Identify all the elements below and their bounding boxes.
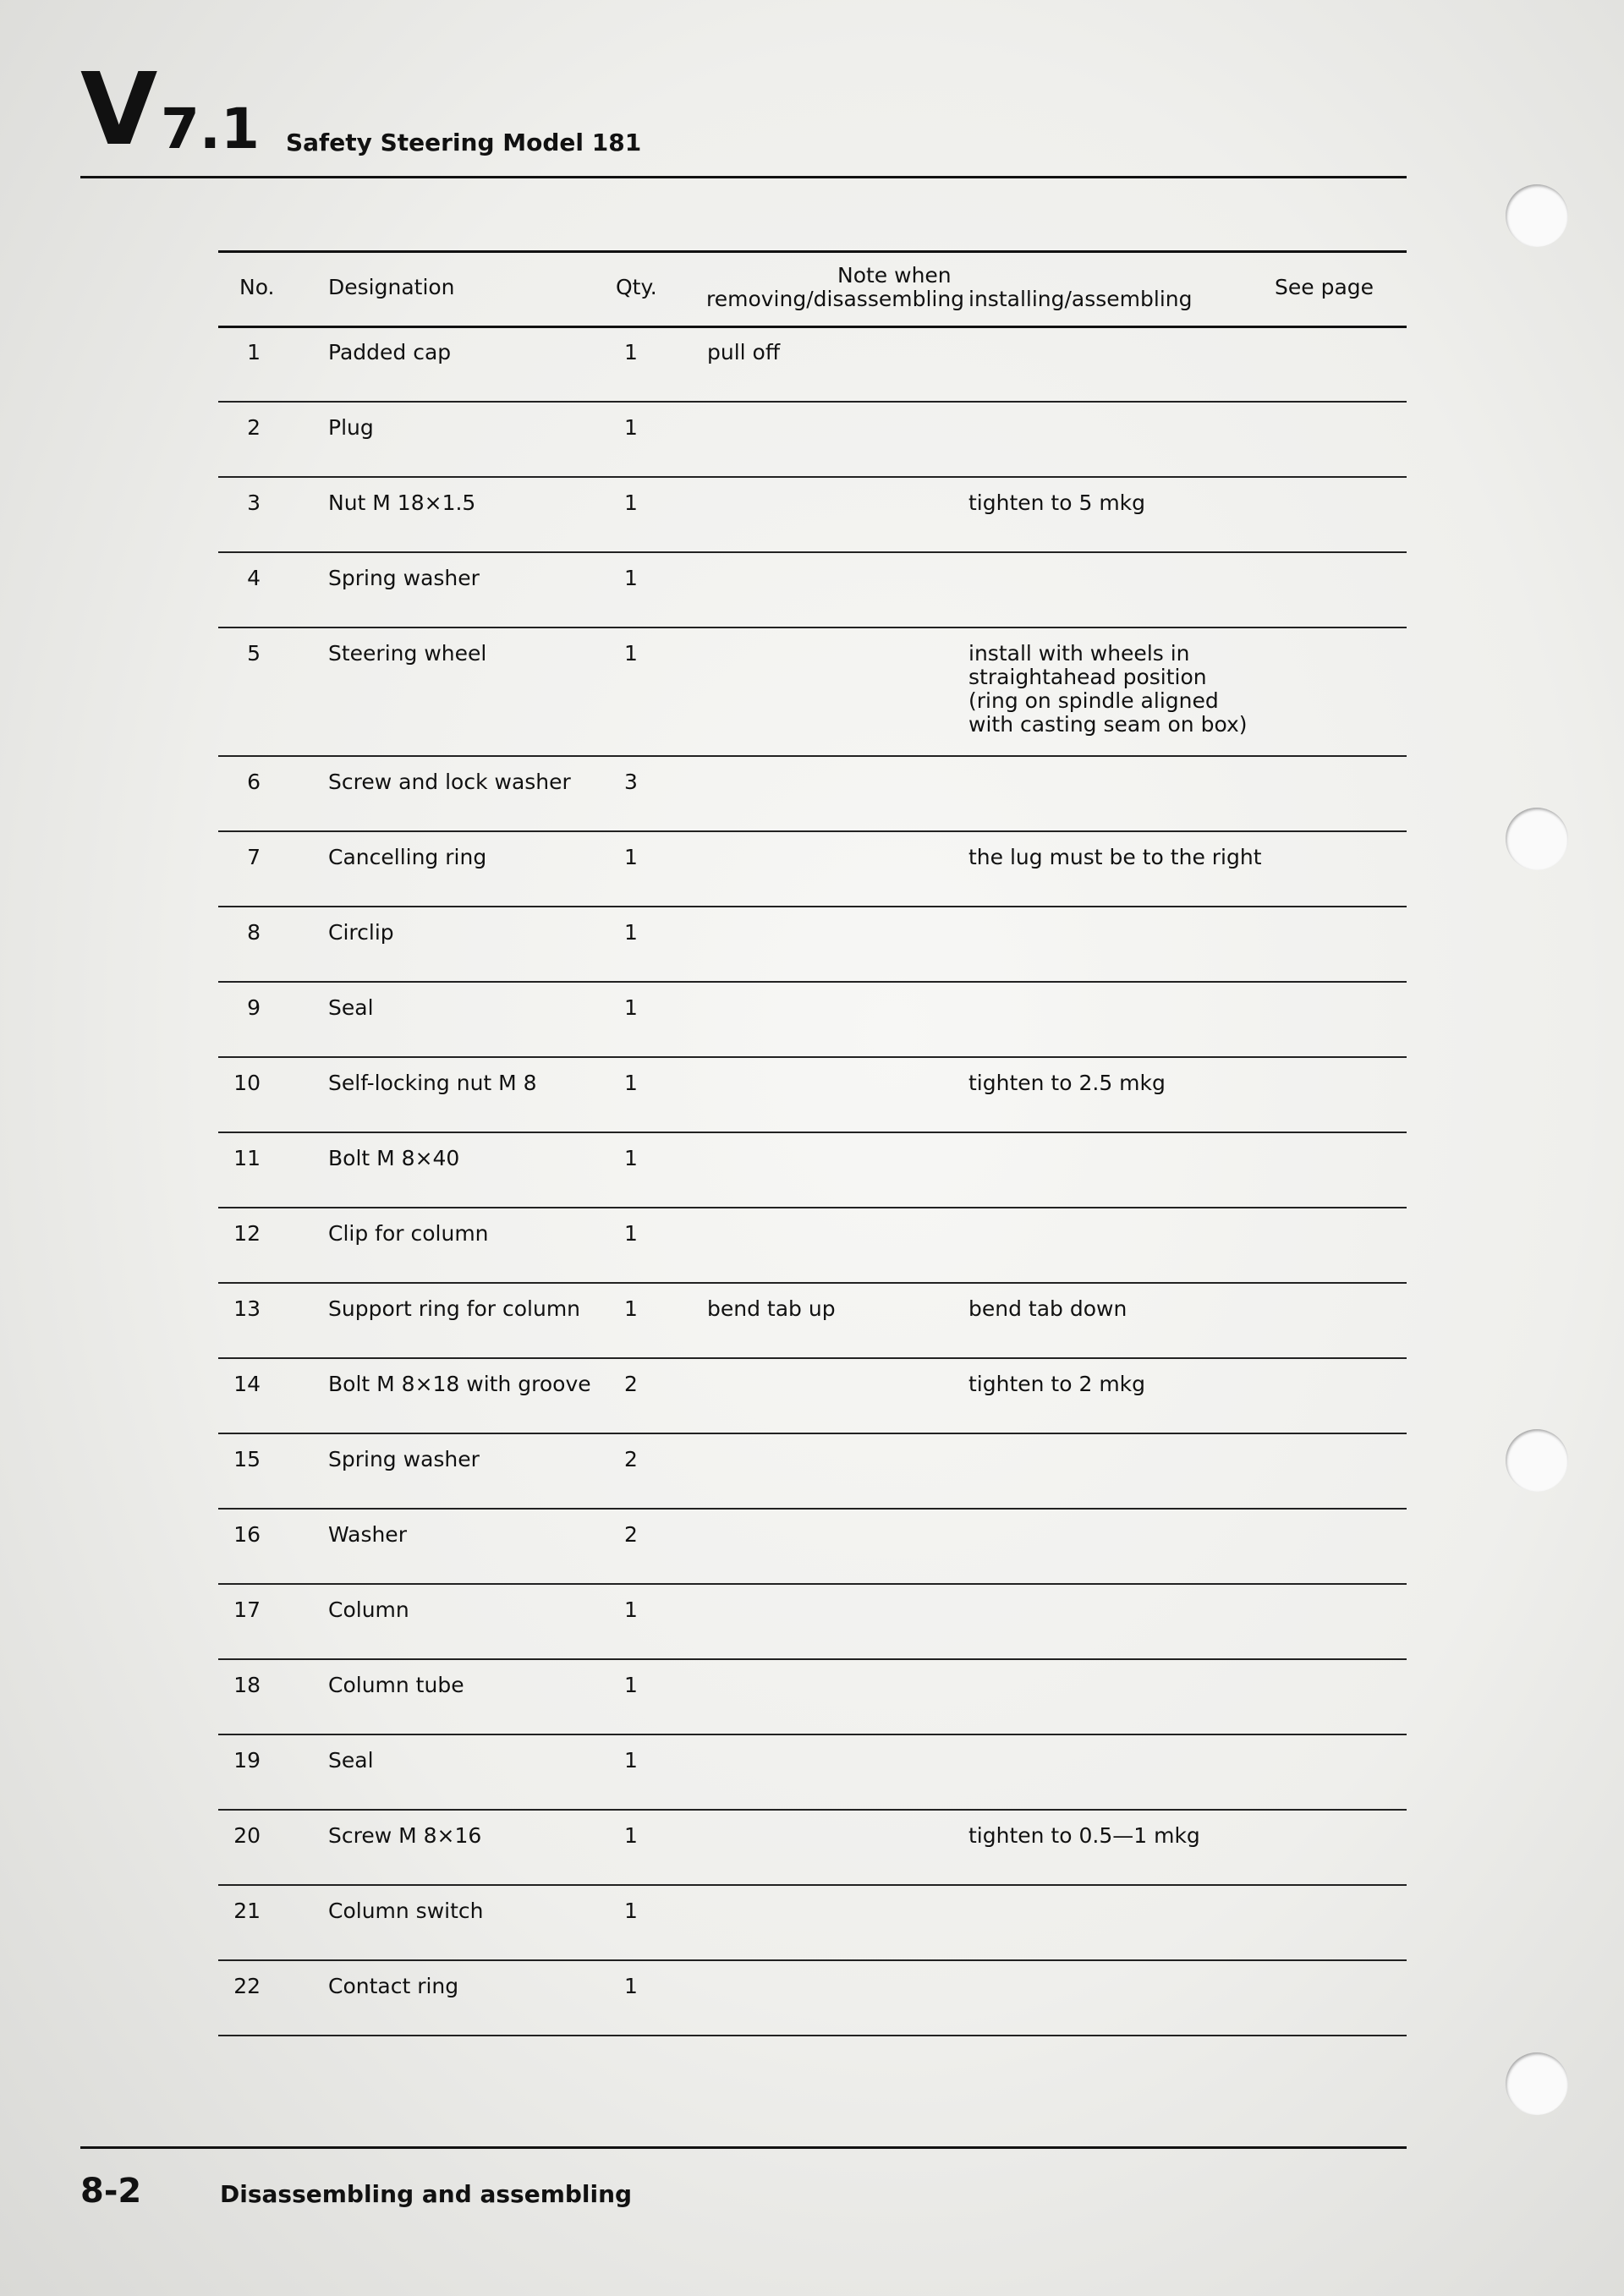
cell-no: 15 bbox=[233, 1447, 261, 1471]
column-header-no: No. bbox=[239, 275, 275, 299]
cell-qty: 1 bbox=[624, 1221, 638, 1246]
cell-no: 12 bbox=[233, 1221, 261, 1246]
table-row bbox=[218, 1510, 1407, 1585]
table-row bbox=[218, 1961, 1407, 2036]
cell-qty: 2 bbox=[624, 1372, 638, 1396]
cell-designation: Screw and lock washer bbox=[328, 770, 571, 794]
cell-qty: 1 bbox=[624, 920, 638, 945]
cell-no: 9 bbox=[247, 995, 261, 1020]
cell-qty: 1 bbox=[624, 845, 638, 869]
table-row bbox=[218, 907, 1407, 983]
cell-qty: 1 bbox=[624, 1597, 638, 1622]
cell-no: 8 bbox=[247, 920, 261, 945]
cell-no: 20 bbox=[233, 1823, 261, 1848]
binder-hole bbox=[1506, 1429, 1568, 1492]
table-row bbox=[218, 1585, 1407, 1660]
cell-no: 13 bbox=[233, 1296, 261, 1321]
cell-no: 11 bbox=[233, 1146, 261, 1170]
cell-designation: Self-locking nut M 8 bbox=[328, 1071, 537, 1095]
cell-designation: Steering wheel bbox=[328, 641, 487, 666]
table-row bbox=[218, 478, 1407, 553]
table-row bbox=[218, 1284, 1407, 1359]
cell-no: 2 bbox=[247, 415, 261, 440]
cell-designation: Column bbox=[328, 1597, 409, 1622]
binder-hole bbox=[1506, 184, 1568, 247]
table-row bbox=[218, 1434, 1407, 1510]
column-header-see-page: See page bbox=[1275, 275, 1374, 299]
cell-qty: 1 bbox=[624, 1146, 638, 1170]
header-rule bbox=[80, 176, 1407, 178]
table-row bbox=[218, 983, 1407, 1058]
cell-no: 10 bbox=[233, 1071, 261, 1095]
cell-installing: tighten to 5 mkg bbox=[968, 490, 1146, 515]
cell-designation: Screw M 8×16 bbox=[328, 1823, 482, 1848]
cell-designation: Support ring for column bbox=[328, 1296, 581, 1321]
cell-no: 16 bbox=[233, 1522, 261, 1547]
table-row bbox=[218, 1886, 1407, 1961]
table-top-rule bbox=[218, 250, 1407, 253]
cell-designation: Contact ring bbox=[328, 1974, 459, 1998]
table-row bbox=[218, 1811, 1407, 1886]
cell-no: 3 bbox=[247, 490, 261, 515]
footer-rule bbox=[80, 2146, 1407, 2149]
cell-qty: 1 bbox=[624, 1823, 638, 1848]
cell-designation: Washer bbox=[328, 1522, 407, 1547]
table-row bbox=[218, 832, 1407, 907]
cell-no: 1 bbox=[247, 340, 261, 364]
cell-qty: 1 bbox=[624, 490, 638, 515]
cell-no: 17 bbox=[233, 1597, 261, 1622]
cell-qty: 1 bbox=[624, 1673, 638, 1697]
cell-no: 21 bbox=[233, 1899, 261, 1923]
cell-designation: Spring washer bbox=[328, 1447, 480, 1471]
cell-installing: tighten to 2 mkg bbox=[968, 1372, 1146, 1396]
cell-installing: the lug must be to the right bbox=[968, 845, 1262, 869]
cell-no: 7 bbox=[247, 845, 261, 869]
table-row bbox=[218, 1208, 1407, 1284]
cell-qty: 1 bbox=[624, 995, 638, 1020]
column-header-note-when: Note when bbox=[837, 263, 952, 288]
section-number: 7.1 bbox=[161, 96, 260, 162]
table-row bbox=[218, 1735, 1407, 1811]
cell-designation: Bolt M 8×40 bbox=[328, 1146, 460, 1170]
cell-qty: 1 bbox=[624, 1899, 638, 1923]
cell-designation: Circlip bbox=[328, 920, 394, 945]
cell-designation: Spring washer bbox=[328, 566, 480, 590]
table-row bbox=[218, 1359, 1407, 1434]
cell-no: 14 bbox=[233, 1372, 261, 1396]
table-row bbox=[218, 553, 1407, 628]
cell-designation: Padded cap bbox=[328, 340, 452, 364]
table-row bbox=[218, 628, 1407, 757]
column-header-removing: removing/disassembling bbox=[706, 287, 965, 311]
binder-hole bbox=[1506, 2052, 1568, 2115]
cell-designation: Nut M 18×1.5 bbox=[328, 490, 476, 515]
table-row bbox=[218, 327, 1407, 403]
column-header-installing: installing/assembling bbox=[968, 287, 1193, 311]
cell-qty: 1 bbox=[624, 415, 638, 440]
cell-designation: Plug bbox=[328, 415, 374, 440]
binder-hole bbox=[1506, 808, 1568, 870]
cell-removing: pull off bbox=[707, 340, 781, 364]
section-letter: V bbox=[80, 51, 156, 167]
cell-installing: install with wheels in straightahead position (ring on spindle aligned with casting seam on box) bbox=[968, 641, 1248, 737]
cell-no: 5 bbox=[247, 641, 261, 666]
cell-no: 4 bbox=[247, 566, 261, 590]
cell-installing: bend tab down bbox=[968, 1296, 1127, 1321]
cell-qty: 1 bbox=[624, 1071, 638, 1095]
cell-no: 22 bbox=[233, 1974, 261, 1998]
cell-qty: 3 bbox=[624, 770, 638, 794]
column-header-designation: Designation bbox=[328, 275, 455, 299]
table-row bbox=[218, 757, 1407, 832]
cell-no: 6 bbox=[247, 770, 261, 794]
cell-qty: 2 bbox=[624, 1447, 638, 1471]
table-row bbox=[218, 1058, 1407, 1133]
footer-page-number: 8-2 bbox=[80, 2172, 142, 2211]
table-row bbox=[218, 1133, 1407, 1208]
cell-no: 18 bbox=[233, 1673, 261, 1697]
cell-qty: 1 bbox=[624, 1296, 638, 1321]
cell-designation: Seal bbox=[328, 995, 374, 1020]
cell-designation: Column tube bbox=[328, 1673, 464, 1697]
footer-section-title: Disassembling and assembling bbox=[220, 2180, 633, 2208]
cell-qty: 2 bbox=[624, 1522, 638, 1547]
column-header-qty: Qty. bbox=[616, 275, 657, 299]
cell-no: 19 bbox=[233, 1748, 261, 1773]
cell-designation: Bolt M 8×18 with groove bbox=[328, 1372, 591, 1396]
cell-installing: tighten to 2.5 mkg bbox=[968, 1071, 1166, 1095]
cell-removing: bend tab up bbox=[707, 1296, 836, 1321]
cell-designation: Clip for column bbox=[328, 1221, 489, 1246]
cell-qty: 1 bbox=[624, 340, 638, 364]
cell-designation: Seal bbox=[328, 1748, 374, 1773]
cell-qty: 1 bbox=[624, 641, 638, 666]
page-title: Safety Steering Model 181 bbox=[286, 129, 642, 156]
cell-installing: tighten to 0.5—1 mkg bbox=[968, 1823, 1200, 1848]
table-row bbox=[218, 1660, 1407, 1735]
table-row bbox=[218, 403, 1407, 478]
cell-qty: 1 bbox=[624, 1748, 638, 1773]
cell-designation: Column switch bbox=[328, 1899, 484, 1923]
cell-qty: 1 bbox=[624, 566, 638, 590]
cell-qty: 1 bbox=[624, 1974, 638, 1998]
cell-designation: Cancelling ring bbox=[328, 845, 487, 869]
row-rule bbox=[218, 2035, 1407, 2036]
